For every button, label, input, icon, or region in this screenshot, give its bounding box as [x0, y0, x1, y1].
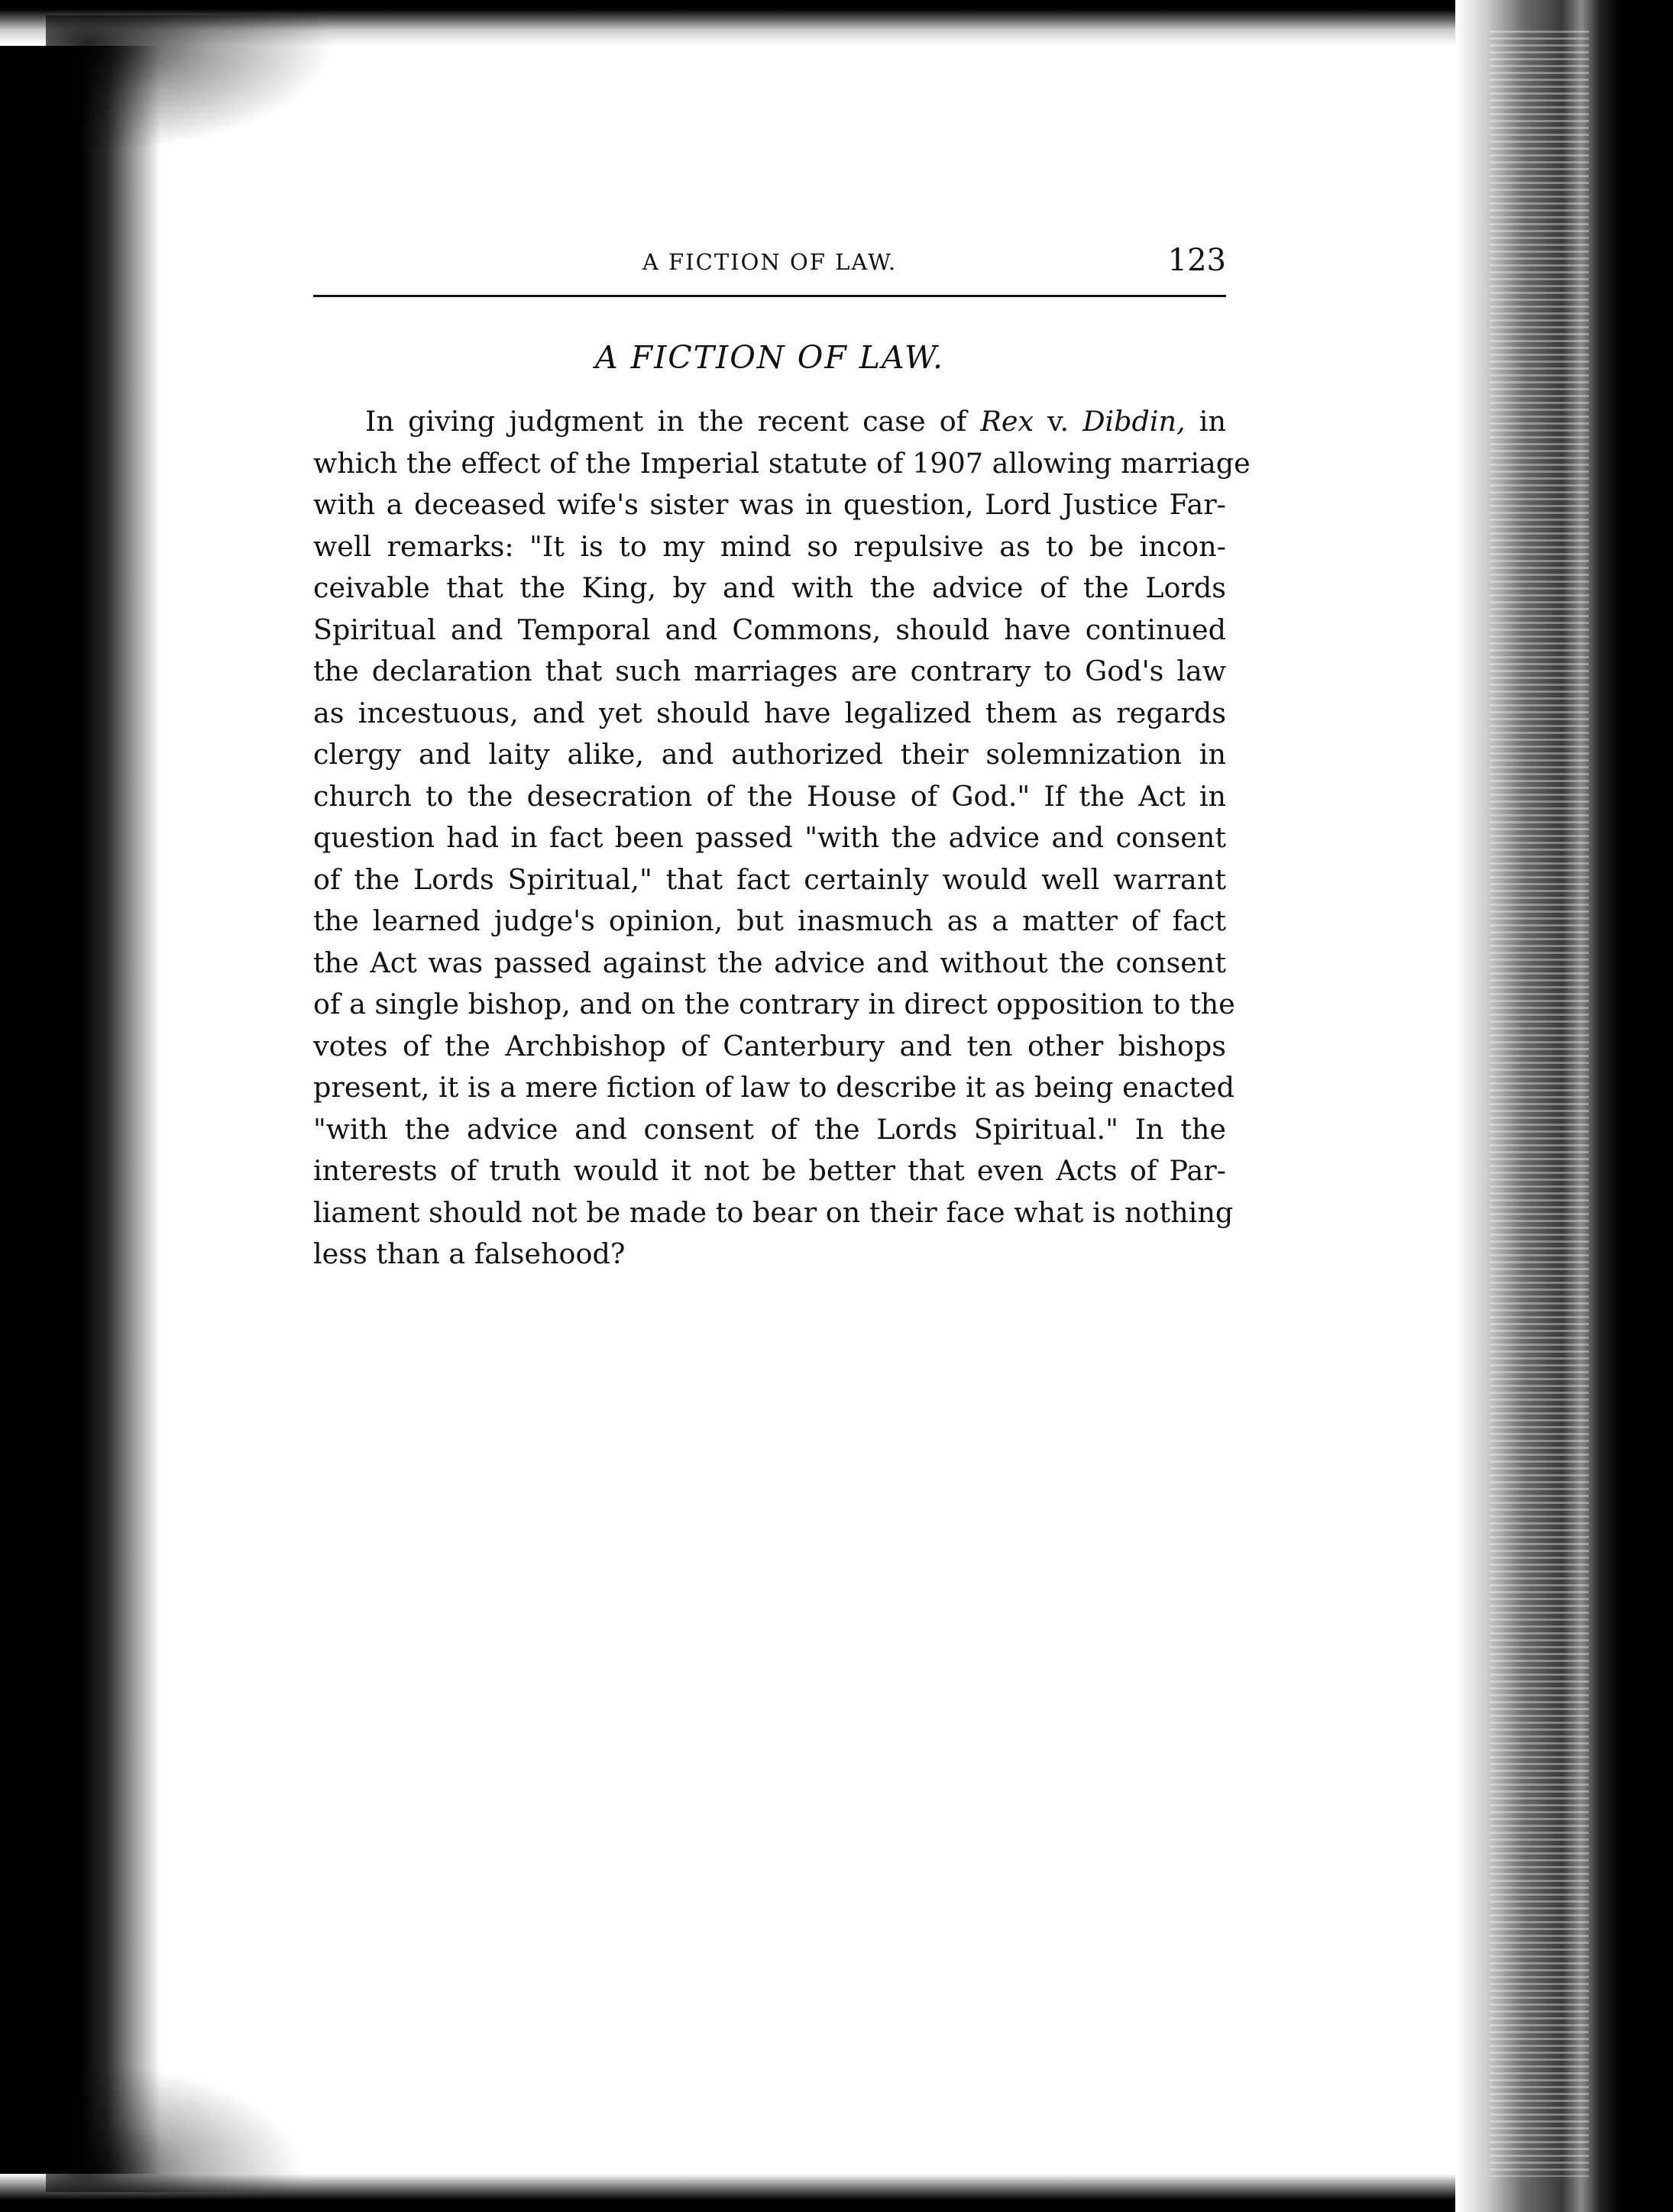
body-line-12: of the Lords Spiritual," that fact certainly would well warrant: [313, 862, 1226, 896]
scan-smudge-bottom-left: [46, 2062, 306, 2192]
body-line-1-end: in: [1185, 405, 1226, 438]
body-line-7: the declaration that such marriages are contrary to God's law: [313, 655, 1226, 687]
body-line-9: clergy and laity alike, and authorized their solemnization in: [313, 738, 1226, 771]
body-line-10: church to the desecration of the House of God." If the Act in: [313, 779, 1226, 813]
article-body: [313, 401, 1251, 1276]
case-name-dibdin: Dibdin,: [1082, 405, 1186, 438]
scan-smudge-top-left: [46, 15, 336, 153]
body-line-13: the learned judge's opinion, but inasmuch as a matter of fact: [313, 904, 1226, 937]
body-line-4: well remarks: "It is to my mind so repulsive as to be incon-: [313, 529, 1226, 563]
body-line-16: votes of the Archbishop of Canterbury and ten other bishops: [313, 1029, 1226, 1062]
body-line-18: "with the advice and consent of the Lords Spiritual." In the: [313, 1112, 1226, 1146]
body-line-8: as incestuous, and yet should have legalized them as regards: [313, 696, 1226, 729]
case-name-rex: Rex: [980, 405, 1034, 438]
body-line-3: with a deceased wife's sister was in question, Lord Justice Far-: [313, 488, 1226, 521]
body-line-1-versus: v.: [1034, 405, 1083, 438]
body-line-21: less than a falsehood?: [313, 1237, 626, 1270]
body-line-14: the Act was passed against the advice and without the consent: [313, 946, 1226, 979]
body-line-19: interests of truth would it not be better that even Acts of Par-: [313, 1154, 1226, 1187]
body-line-15: of a single bishop, and on the contrary in direct opposition to the: [313, 988, 1235, 1020]
running-head: [313, 243, 1226, 289]
body-line-17: present, it is a mere fiction of law to describe it as being enacted: [313, 1071, 1235, 1104]
body-line-1: [313, 401, 1226, 443]
scan-noise-right: [1490, 31, 1589, 2177]
scan-border-left: [0, 0, 160, 2212]
running-head-title: A FICTION OF LAW.: [642, 249, 898, 275]
header-rule: [313, 295, 1226, 297]
page-number: 123: [1167, 243, 1226, 278]
body-line-5: ceivable that the King, by and with the advice of the Lords: [313, 571, 1226, 604]
article-title: A FICTION OF LAW.: [595, 339, 944, 376]
body-line-2: which the effect of the Imperial statute of 1907 allowing marriage: [313, 446, 1251, 480]
body-line-6: Spiritual and Temporal and Commons, should have continued: [313, 613, 1226, 646]
body-line-20: liament should not be made to bear on their face what is nothing: [313, 1195, 1234, 1229]
body-line-1-text: In giving judgment in the recent case of: [365, 405, 981, 438]
body-line-11: question had in fact been passed "with the advice and consent: [313, 821, 1226, 854]
